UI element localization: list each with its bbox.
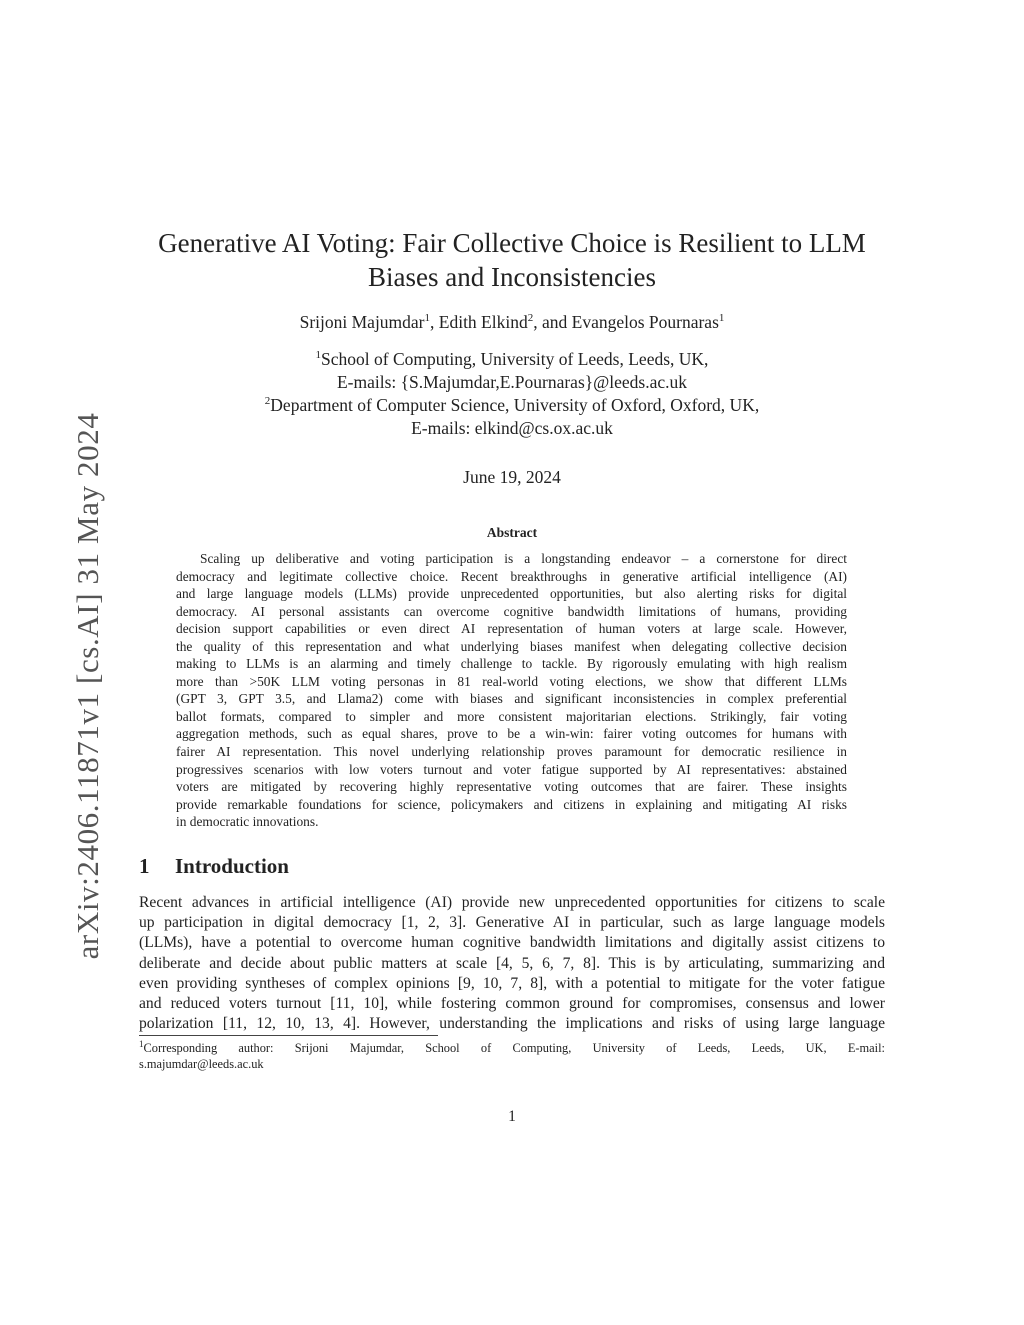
footnote-divider [139, 1035, 438, 1036]
affiliation-line: E-mails: elkind@cs.ox.ac.uk [411, 418, 613, 438]
abstract-line: ballot formats, compared to simpler and more consistent majoritarian elections. Strikingly, fair voting [176, 708, 847, 724]
abstract-line: Scaling up deliberative and voting participation is a longstanding endeavor – a cornerstone for direct [200, 551, 847, 566]
footnote-mark: 1 [139, 1039, 144, 1049]
abstract-line: (GPT 3, GPT 3.5, and Llama2) come with biases and significant inconsistencies in complex preferential [176, 691, 847, 707]
body-line: deliberate and decide about public matters at scale [4, 5, 6, 7, 8]. This is by articulating, summarizing and [139, 954, 885, 972]
author-name: Evangelos Pournaras [571, 312, 719, 332]
title-line-1: Generative AI Voting: Fair Collective Choice is Resilient to LLM [158, 228, 866, 258]
author-name: Srijoni Majumdar [299, 312, 425, 332]
arxiv-identifier-stamp: arXiv:2406.11871v1 [cs.AI] 31 May 2024 [70, 412, 105, 960]
paper-date: June 19, 2024 [463, 467, 561, 487]
affiliation-mark: 1 [315, 349, 322, 361]
affiliations [140, 348, 884, 440]
abstract-line: democracy. AI personal assistants can overcome cognitive bandwidth limitations of humans, providing [176, 603, 847, 619]
footnote-line: $^1$Corresponding author: Srijoni Majumdar, School of Computing, University of Leeds, Leeds, UK, E-mail: [139, 1039, 885, 1055]
abstract-line: aggregation methods, such as equal shares, prove to be a win-win: fairer voting outcomes for humans with [176, 726, 847, 742]
section-heading [139, 854, 289, 879]
abstract-line: in democratic innovations. [176, 814, 319, 830]
body-line: (LLMs), have a potential to overcome human cognitive bandwidth limitations and digitally assist citizens to [139, 934, 885, 952]
abstract-line: progressives scenarios with low voters turnout and voter fatigue supported by AI representatives: abstained [176, 761, 847, 777]
affiliation-mark: 2 [264, 395, 271, 407]
author-separator: , [430, 312, 439, 332]
author-name: Edith Elkind [438, 312, 528, 332]
abstract-line: and large language models (LLMs) provide unprecedented opportunities, but also alerting risks for digital [176, 586, 847, 602]
footnote [139, 1040, 885, 1072]
paper-title [140, 226, 884, 294]
affiliation-line: $^1$School of Computing, University of Leeds, Leeds, UK, [315, 349, 709, 369]
author-affiliation-mark: 1 [718, 312, 725, 324]
affiliation-line: $^2$Department of Computer Science, University of Oxford, Oxford, UK, [264, 395, 760, 415]
section-title: Introduction [175, 854, 289, 878]
body-line: up participation in digital democracy [1, 2, 3]. Generative AI in particular, such as large language models [139, 914, 885, 932]
abstract-line: more than >50K LLM voting personas in 81 real-world voting elections, we show that different LLMs [176, 673, 847, 689]
section-number: 1 [139, 854, 150, 878]
abstract-line: making to LLMs is an alarming and timely challenge to tackle. By rigorously emulating with high realism [176, 656, 847, 672]
abstract-line: provide remarkable foundations for science, policymakers and citizens in explaining and mitigating AI risks [176, 796, 847, 812]
abstract-line: democracy and legitimate collective choice. Recent breakthroughs in generative artificial intelligence (AI) [176, 568, 847, 584]
author-list [140, 312, 884, 333]
abstract-line: decision support capabilities or even direct AI representation of human voters at large scale. However, [176, 621, 847, 637]
body-line: polarization [11, 12, 10, 13, 4]. However, understanding the implications and risks of using large language [139, 1015, 885, 1033]
page-number: 1 [508, 1108, 516, 1125]
abstract-heading: Abstract [486, 525, 538, 540]
title-line-2: Biases and Inconsistencies [368, 262, 656, 292]
body-line: Recent advances in artificial intelligence (AI) provide new unprecedented opportunities for citizens to scale [139, 894, 885, 911]
abstract-line: the quality of this representation and what underlying biases manifest when delegating collective decision [176, 638, 847, 654]
abstract-line: voters are mitigated by recovering highly representative voting outcomes that are fairer. These insights [176, 779, 847, 795]
author-affiliation-mark: 1 [424, 312, 431, 324]
author-separator: , and [533, 312, 572, 332]
body-line: even providing syntheses of complex opinions [9, 10, 7, 8], with a potential to mitigate for the voter fatigue [139, 974, 885, 992]
author-affiliation-mark: 2 [527, 312, 534, 324]
body-line: and reduced voters turnout [11, 10], while fostering common ground for compromises, consensus and lower [139, 994, 885, 1012]
abstract-line: fairer AI representation. This novel underlying relationship proves paramount for democratic resilience in [176, 744, 847, 760]
affiliation-line: E-mails: {S.Majumdar,E.Pournaras}@leeds.ac.uk [336, 372, 688, 392]
footnote-line: s.majumdar@leeds.ac.uk [139, 1057, 264, 1071]
introduction-paragraph [139, 893, 885, 1034]
abstract-body [176, 550, 847, 831]
